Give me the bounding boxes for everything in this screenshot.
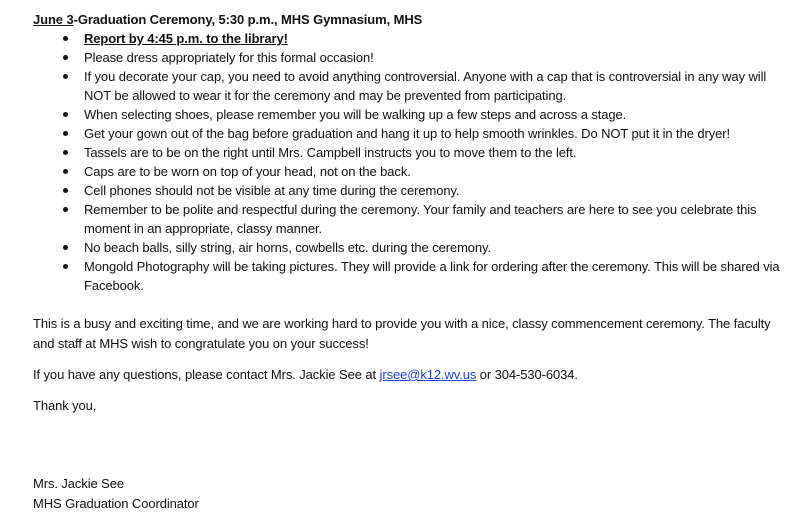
list-item: Please dress appropriately for this formal occasion! [33,48,785,67]
contact-text: If you have any questions, please contact Mrs. Jackie See at [33,367,380,382]
spacer [33,354,785,365]
list-item: If you decorate your cap, you need to avoid anything controversial. Anyone with a cap that is controversial in any way will NOT be allowed to wear it for the ceremony and may be prevented from participating. [33,67,785,105]
list-item-report-time [33,29,785,48]
list-item: When selecting shoes, please remember you will be walking up a few steps and across a stage. [33,105,785,124]
congratulations-paragraph: This is a busy and exciting time, and we are working hard to provide you with a nice, classy commencement ceremony. The faculty and staff at MHS wish to congratulate you on your success! [33,316,771,351]
spacer [33,295,785,314]
closing-line: Thank you, [33,398,97,413]
event-details: -Graduation Ceremony, 5:30 p.m., MHS Gymnasium, MHS [73,12,423,27]
document-body [33,10,785,514]
list-item: Cell phones should not be visible at any time during the ceremony. [33,181,785,200]
contact-phone: or 304-530-6034. [476,367,578,382]
list-item: Mongold Photography will be taking pictures. They will provide a link for ordering after the ceremony. This will be shared via Facebook. [33,257,785,295]
signature-name: Mrs. Jackie See [33,476,124,491]
list-item: Tassels are to be on the right until Mrs. Campbell instructs you to move them to the left. [33,143,785,162]
signature-title: MHS Graduation Coordinator [33,496,199,511]
list-item-text: Report by 4:45 p.m. to the library! [84,31,288,46]
email-link[interactable]: jrsee@k12.wv.us [379,367,477,382]
event-date: June 3 [33,12,74,27]
list-item: Caps are to be worn on top of your head, not on the back. [33,162,785,181]
list-item: Remember to be polite and respectful during the ceremony. Your family and teachers are here to see you celebrate this moment in an appropriate, classy manner. [33,200,785,238]
list-item: Get your gown out of the bag before graduation and hang it up to help smooth wrinkles. Do NOT put it in the dryer! [33,124,785,143]
contact-paragraph [33,365,785,385]
spacer [33,385,785,396]
instructions-list [33,29,785,295]
event-heading [33,10,785,29]
list-item: No beach balls, silly string, air horns, cowbells etc. during the ceremony. [33,238,785,257]
spacer [33,416,785,474]
